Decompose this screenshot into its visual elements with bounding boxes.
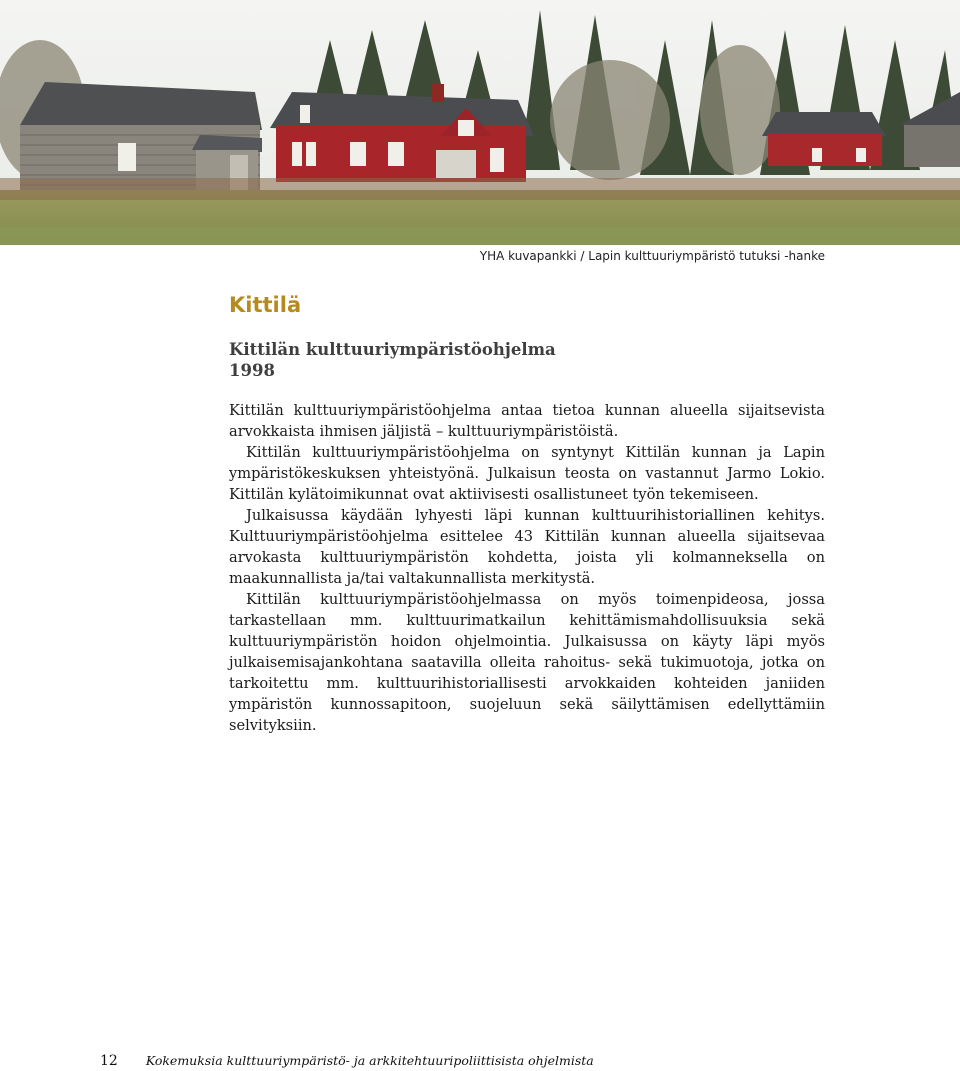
article-body (229, 400, 825, 736)
body-paragraph: Kittilän kulttuuriympäristöohjelma on syntynyt Kittilän kunnan ja Lapin ympäristökeskuksen yhteistyönä. Julkaisun teosta on vastannut Jarmo Lokio. Kittilän kylätoimikunnat ovat aktiivisesti osallistuneet työn tekemiseen. (229, 444, 825, 503)
page-footer (100, 1053, 594, 1069)
body-paragraph: Julkaisussa käydään lyhyesti läpi kunnan kulttuurihistoriallinen kehitys. Kulttuuriympäristöohjelma esittelee 43 Kittilän kunnan alueella sijaitsevaa arvokasta kulttuuriympäristön kohdetta, joista yli kolmanneksella on maakunnallista ja/tai valtakunnallista merkitystä. (229, 507, 825, 587)
farm-buildings-photo (0, 0, 960, 245)
publication-title: Kokemuksia kulttuuriympäristö- ja arkkitehtuuripoliittisista ohjelmista (145, 1053, 594, 1068)
page-number: 12 (100, 1053, 118, 1069)
body-paragraph: Kittilän kulttuuriympäristöohjelma antaa tietoa kunnan alueella sijaitsevista arvokkaista ihmisen jäljistä – kulttuuriympäristöistä. (229, 402, 825, 440)
body-paragraph: Kittilän kulttuuriympäristöohjelmassa on myös toimenpideosa, jossa tarkastellaan mm. kulttuurimatkailun kehittämismahdollisuuksia sekä kulttuuriympäristön hoidon ohjelmointia. Julkaisussa on käyty läpi myös julkaisemisajankohtana saatavilla olleita rahoitus- sekä tukimuotoja, jotka on tarkoitettu mm. kulttuurihistoriallisesti arvokkaiden kohteiden janiiden ympäristön kunnossapitoon, suojeluun sekä säilyttämisen edellyttämiin selvityksiin. (229, 591, 825, 734)
article-subtitle (229, 339, 649, 381)
photo-credit: YHA kuvapankki / Lapin kulttuuriympäristö tutuksi -hanke (479, 249, 825, 263)
page-title: Kittilä (229, 293, 302, 317)
subtitle-text: Kittilän kulttuuriympäristöohjelma (229, 340, 556, 359)
subtitle-year: 1998 (229, 361, 275, 380)
header-photo (0, 0, 960, 245)
